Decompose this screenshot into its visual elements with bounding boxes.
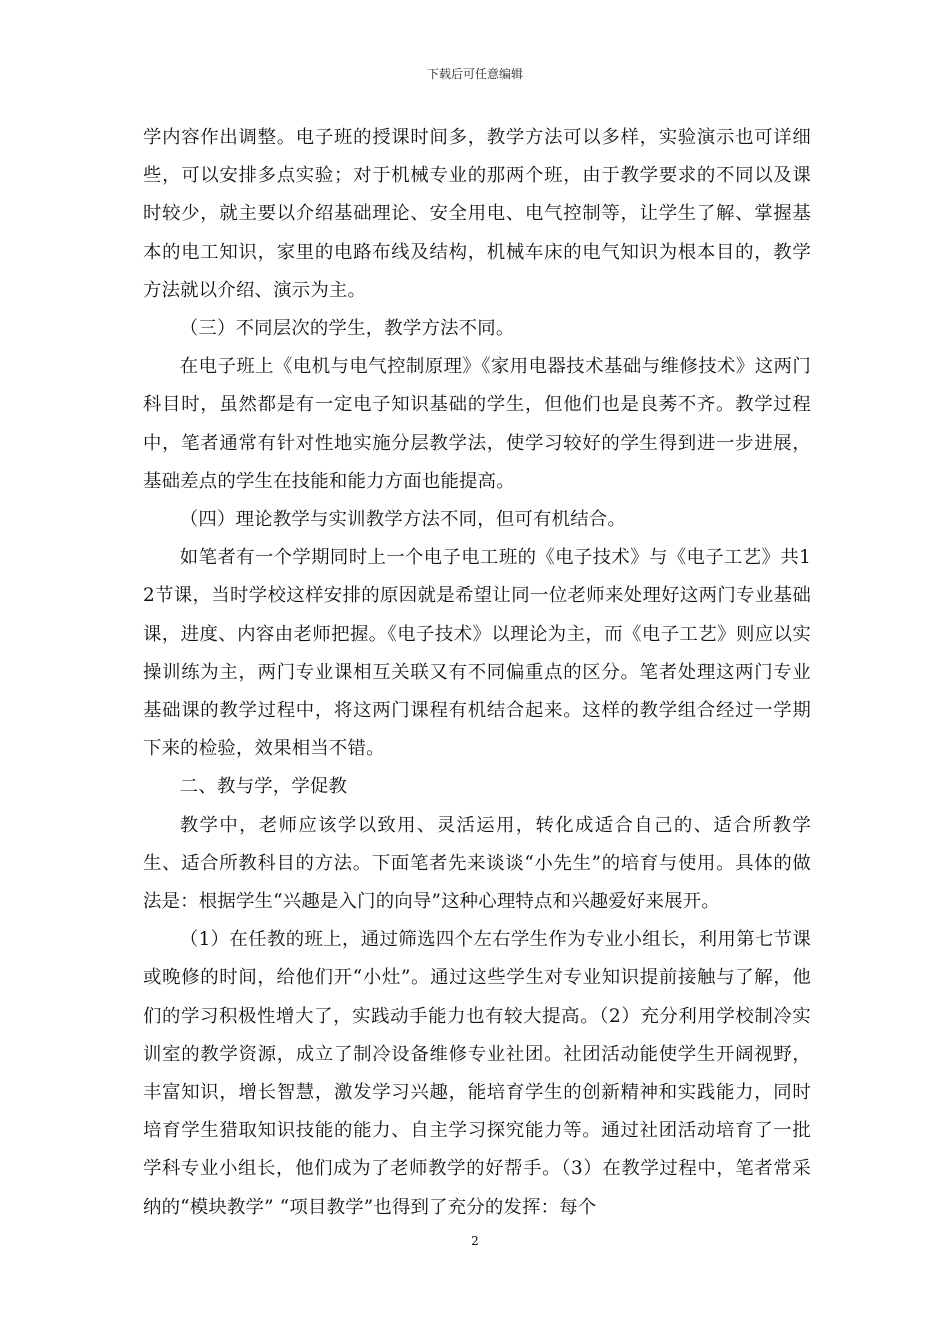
section-heading-4: （四）理论教学与实训教学方法不同，但可有机结合。 [179,509,626,531]
paragraph-layered-teaching: 在电子班上《电机与电气控制原理》《家用电器技术基础与维修技术》这两门科目时，虽然都是有一定电子知识基础的学生，但他们也是良莠不齐。教学过程中，笔者通常有针对性地实施分层教学法，使学习较好的学生得到进一步进展，基础差点的学生在技能和能力方面也能提高。 [143,356,811,492]
section-heading-2: 二、教与学，学促教 [179,776,348,798]
section-heading-3: （三）不同层次的学生，教学方法不同。 [179,318,515,340]
document-body [143,119,811,1227]
paragraph-teaching-methods: 教学中，老师应该学以致用、灵活运用，转化成适合自己的、适合所教学生、适合所教科目的方法。下面笔者先来谈谈“小先生”的培育与使用。具体的做法是：根据学生“兴趣是入门的向导”这种心理特点和兴趣爱好来展开。 [143,814,811,913]
paragraph-continuation: 学内容作出调整。电子班的授课时间多，教学方法可以多样，实验演示也可详细些，可以安排多点实验；对于机械专业的那两个班，由于教学要求的不同以及课时较少，就主要以介绍基础理论、安全用电、电气控制等，让学生了解、掌握基本的电工知识，家里的电路布线及结构，机械车床的电气知识为根本目的，教学方法就以介绍、演示为主。 [143,127,811,301]
page-number: 2 [471,1234,479,1248]
paragraph-student-leaders: （1）在任教的班上，通过筛选四个左右学生作为专业小组长，利用第七节课或晚修的时间，给他们开“小灶”。通过这些学生对专业知识提前接触与了解，他们的学习积极性增大了，实践动手能力也有较大提高。（2）充分利用学校制冷实训室的教学资源，成立了制冷设备维修专业社团。社团活动能使学生开阔视野，丰富知识，增长智慧，激发学习兴趣，能培育学生的创新精神和实践能力，同时培育学生猎取知识技能的能力、自主学习探究能力等。通过社团活动培育了一批学科专业小组长，他们成为了老师教学的好帮手。（3）在教学过程中，笔者常采纳的“模块教学” “项目教学”也得到了充分的发挥：每个 [143,929,811,1218]
page-header: 下载后可任意编辑 [426,67,523,81]
paragraph-theory-practice: 如笔者有一个学期同时上一个电子电工班的《电子技术》与《电子工艺》共12节课，当时学校这样安排的原因就是希望让同一位老师来处理好这两门专业基础课，进度、内容由老师把握。《电子技术》以理论为主，而《电子工艺》则应以实操训练为主，两门专业课相互关联又有不同偏重点的区分。笔者处理这两门专业基础课的教学过程中，将这两门课程有机结合起来。这样的教学组合经过一学期下来的检验，效果相当不错。 [143,547,811,760]
